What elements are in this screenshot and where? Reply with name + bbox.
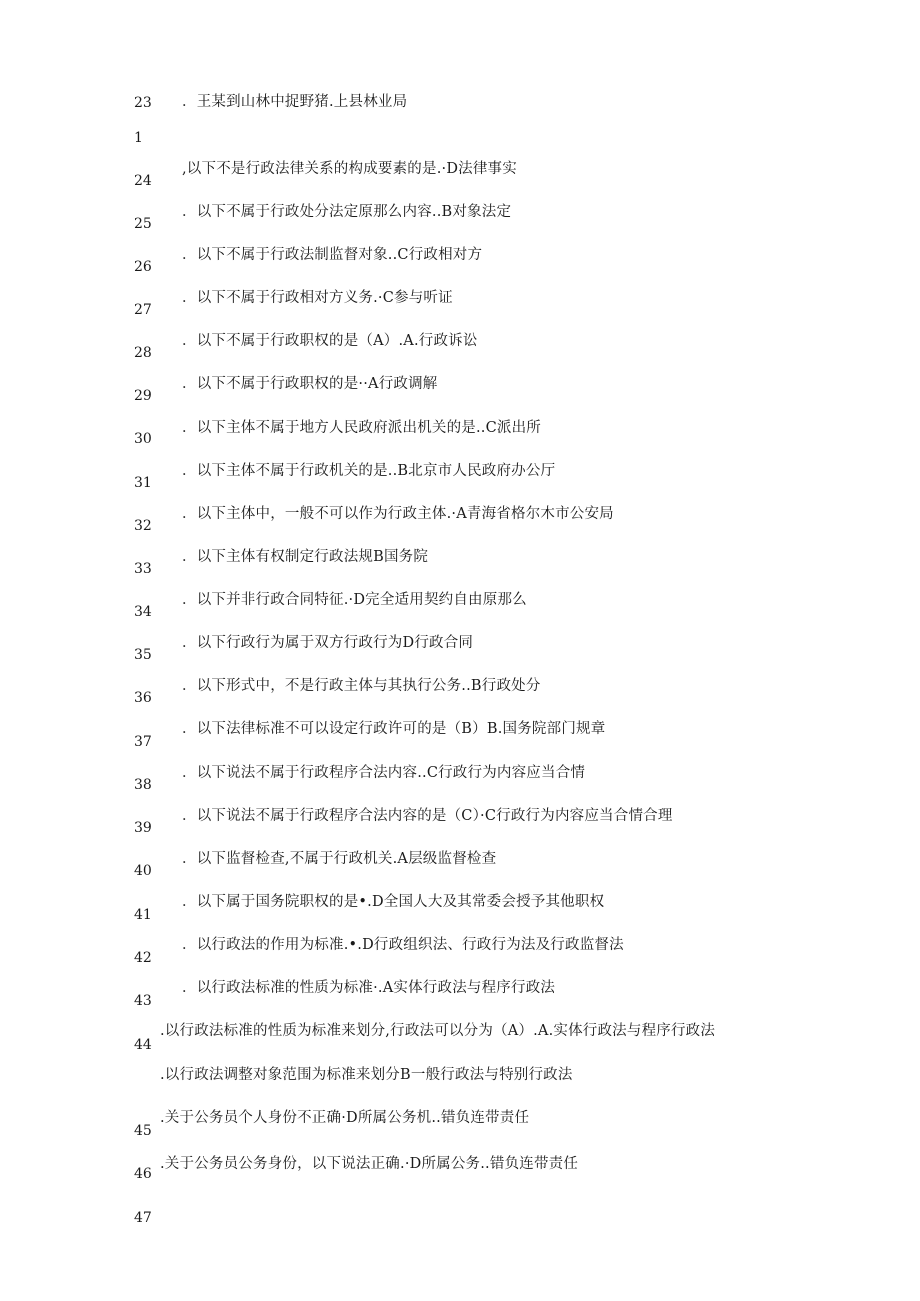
question-number: 36 — [134, 690, 152, 706]
question-number: 26 — [134, 259, 152, 275]
question-line: ．以下不属于行政法制监督对象..C行政相对方 — [182, 247, 483, 263]
question-line: ．以下属于国务院职权的是•.D全国人大及其常委会授予其他职权 — [182, 894, 605, 910]
question-line: ．以下主体不属于行政机关的是..B北京市人民政府办公厅 — [182, 463, 556, 479]
question-line: ．以行政法的作用为标准.•.D行政组织法、行政行为法及行政监督法 — [182, 937, 624, 953]
question-number: 28 — [134, 345, 152, 361]
question-number: 1 — [134, 130, 143, 146]
question-line: ,以下不是行政法律关系的构成要素的是.·D法律事实 — [182, 161, 517, 177]
question-number: 39 — [134, 820, 152, 836]
question-number: 46 — [134, 1166, 152, 1182]
question-line: ．以下形式中，不是行政主体与其执行公务..B行政处分 — [182, 678, 541, 694]
question-number: 42 — [134, 950, 152, 966]
question-line: .关于公务员个人身份不正确·D所属公务机..错负连带责任 — [160, 1110, 530, 1126]
question-number: 37 — [134, 734, 152, 750]
question-line: ．以下主体有权制定行政法规B国务院 — [182, 549, 429, 565]
question-line: ．以下主体不属于地方人民政府派出机关的是..C派出所 — [182, 420, 542, 436]
question-number: 24 — [134, 173, 152, 189]
question-line: ．以下行政行为属于双方行政行为D行政合同 — [182, 635, 474, 651]
question-number: 29 — [134, 388, 152, 404]
question-number: 25 — [134, 216, 152, 232]
question-number: 33 — [134, 561, 152, 577]
question-line: ．以下监督检查,不属于行政机关.A层级监督检查 — [182, 851, 497, 867]
question-number: 35 — [134, 647, 152, 663]
question-number: 32 — [134, 518, 152, 534]
question-number: 40 — [134, 863, 152, 879]
question-number: 23 — [134, 95, 152, 111]
question-line: ．以下并非行政合同特征.·D完全适用契约自由原那么 — [182, 592, 527, 608]
question-line: ．以行政法标准的性质为标准·.A实体行政法与程序行政法 — [182, 980, 556, 996]
question-line: .关于公务员公务身份，以下说法正确.·D所属公务..错负连带责任 — [160, 1156, 579, 1172]
question-line: ．以下不属于行政职权的是··A行政调解 — [182, 376, 438, 392]
question-line: ．以下主体中，一般不可以作为行政主体.·A青海省格尔木市公安局 — [182, 506, 614, 522]
question-number: 43 — [134, 993, 152, 1009]
question-line: .以行政法标准的性质为标准来划分,行政法可以分为（A）.A.实体行政法与程序行政法 — [160, 1023, 716, 1039]
question-line: ．王某到山林中捉野猪.上县林业局 — [182, 94, 408, 110]
question-line: ．以下不属于行政职权的是（A）.A.行政诉讼 — [182, 333, 478, 349]
question-line: ．以下说法不属于行政程序合法内容..C行政行为内容应当合情 — [182, 765, 586, 781]
question-line: ．以下说法不属于行政程序合法内容的是（C）·C行政行为内容应当合情合理 — [182, 808, 673, 824]
question-number: 47 — [134, 1210, 152, 1226]
question-number: 34 — [134, 604, 152, 620]
question-number: 31 — [134, 475, 152, 491]
question-number: 30 — [134, 431, 152, 447]
question-line: ．以下不属于行政相对方义务.·C参与听证 — [182, 290, 453, 306]
question-number: 38 — [134, 777, 152, 793]
question-number: 27 — [134, 302, 152, 318]
question-line: ．以下不属于行政处分法定原那么内容..B对象法定 — [182, 204, 512, 220]
question-line: .以行政法调整对象范围为标准来划分B一般行政法与特别行政法 — [160, 1067, 573, 1083]
question-line: ．以下法律标准不可以设定行政许可的是（B）B.国务院部门规章 — [182, 721, 606, 737]
question-number: 44 — [134, 1037, 152, 1053]
question-number: 41 — [134, 907, 152, 923]
question-number: 45 — [134, 1123, 152, 1139]
